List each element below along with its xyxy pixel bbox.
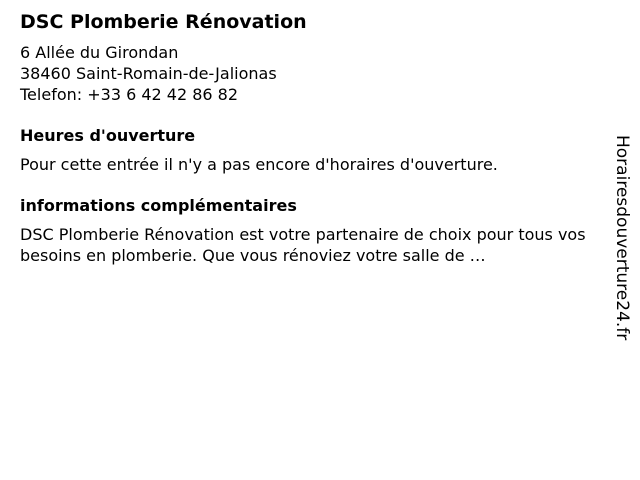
site-brand-watermark: Horairesdouverture24.fr — [612, 135, 632, 341]
additional-info-heading: informations complémentaires — [20, 196, 297, 215]
address-city: 38460 Saint-Romain-de-Jalionas — [20, 64, 277, 83]
phone-number: Telefon: +33 6 42 42 86 82 — [20, 85, 239, 104]
business-name: DSC Plomberie Rénovation — [20, 11, 307, 33]
opening-hours-text: Pour cette entrée il n'y a pas encore d'horaires d'ouverture. — [20, 155, 498, 174]
opening-hours-heading: Heures d'ouverture — [20, 126, 196, 145]
additional-info-text: DSC Plomberie Rénovation est votre partenaire de choix pour tous vos besoins en plomberie. Que vous rénoviez votre salle de … — [20, 225, 586, 265]
address-street: 6 Allée du Girondan — [20, 43, 179, 62]
listing-content — [20, 10, 592, 266]
